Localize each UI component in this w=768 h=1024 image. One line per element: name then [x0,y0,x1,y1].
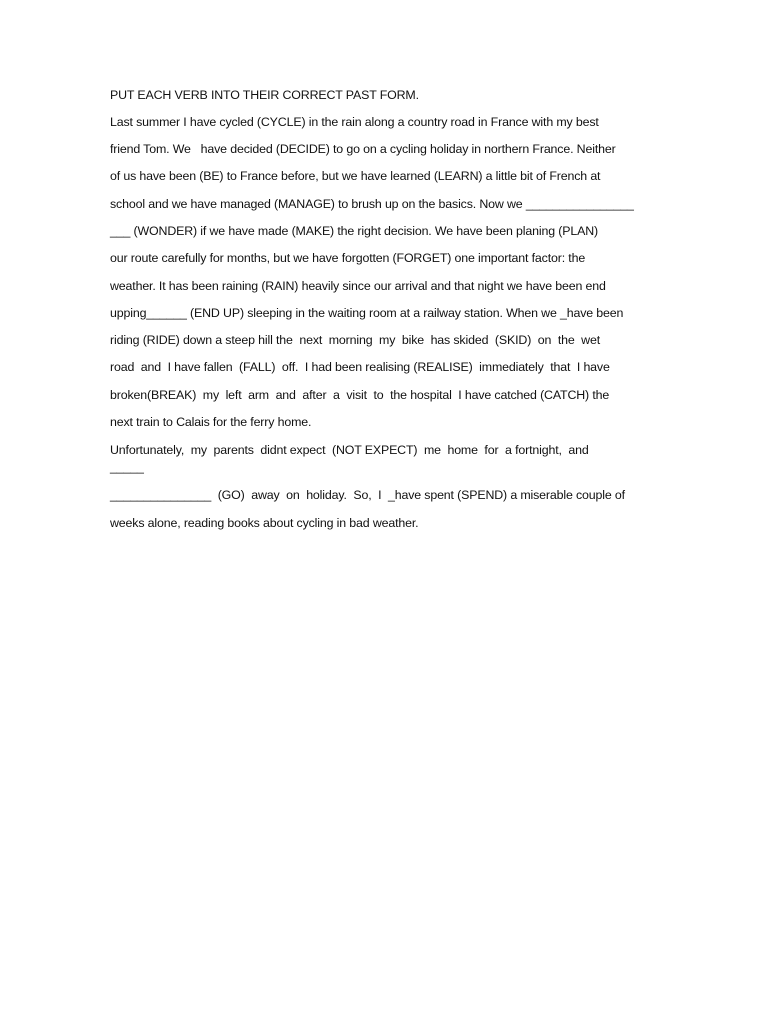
text-line-13: Unfortunately, my parents didnt expect (NOT EXPECT) me home for a fortnight, and [110,443,589,457]
text-line-8: upping______ (END UP) sleeping in the waiting room at a railway station. When we _have been [110,306,624,320]
text-line-4: school and we have managed (MANAGE) to brush up on the basics. Now we ________________ [110,197,634,211]
text-line-1: Last summer I have cycled (CYCLE) in the rain along a country road in France with my best [110,115,599,129]
text-line-6: our route carefully for months, but we have forgotten (FORGET) one important factor: the [110,251,586,265]
text-line-11: broken(BREAK) my left arm and after a visit to the hospital I have catched (CATCH) the [110,388,610,402]
text-line-15: _______________ (GO) away on holiday. So, I _have spent (SPEND) a miserable couple of [110,488,625,502]
text-line-2: friend Tom. We have decided (DECIDE) to go on a cycling holiday in northern France. Neither [110,142,616,156]
text-line-14: _____ [110,460,144,474]
text-line-3: of us have been (BE) to France before, but we have learned (LEARN) a little bit of French at [110,169,601,183]
document-title: PUT EACH VERB INTO THEIR CORRECT PAST FORM. [110,88,419,102]
text-line-5: ___ (WONDER) if we have made (MAKE) the right decision. We have been planing (PLAN) [110,224,598,238]
text-line-16: weeks alone, reading books about cycling in bad weather. [110,516,419,530]
text-line-9: riding (RIDE) down a steep hill the next morning my bike has skided (SKID) on the wet [110,333,601,347]
text-line-10: road and I have fallen (FALL) off. I had been realising (REALISE) immediately that I have [110,360,610,374]
text-line-12: next train to Calais for the ferry home. [110,415,312,429]
text-line-7: weather. It has been raining (RAIN) heavily since our arrival and that night we have been end [110,279,606,293]
